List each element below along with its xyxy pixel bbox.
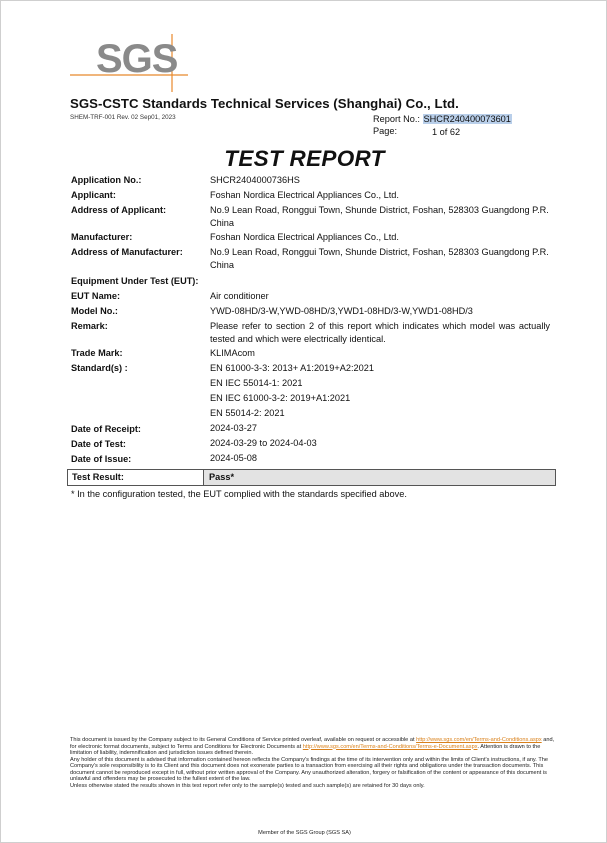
- remark-label: Remark:: [71, 321, 108, 331]
- standard-2: EN IEC 55014-1: 2021: [210, 378, 303, 388]
- footer-paragraph-3: Unless otherwise stated the results shown in this test report refer only to the sample(s) tested and such sample(s) are retained for 30 days only.: [70, 782, 425, 789]
- manufacturer-label: Manufacturer:: [71, 232, 133, 242]
- page-value: 1 of 62: [432, 127, 461, 137]
- sgs-logo: [70, 34, 190, 94]
- e-document-terms-link[interactable]: http://www.sgs.com/en/Terms-and-Conditions/Terms-e-Document.aspx: [302, 743, 478, 750]
- page-label: Page:: [373, 126, 398, 136]
- eut-heading: Equipment Under Test (EUT):: [71, 276, 199, 286]
- applicant-address-label: Address of Applicant:: [71, 205, 167, 215]
- model-no-label: Model No.:: [71, 306, 118, 316]
- trade-mark-label: Trade Mark:: [71, 348, 123, 358]
- date-test-label: Date of Test:: [71, 439, 126, 449]
- report-title: TEST REPORT: [224, 146, 385, 171]
- model-no-value: YWD-08HD/3-W,YWD-08HD/3,YWD1-08HD/3-W,YWD1-08HD/3: [210, 306, 473, 316]
- manufacturer-value: Foshan Nordica Electrical Appliances Co., Ltd.: [210, 232, 399, 242]
- test-result-value: Pass*: [204, 470, 555, 485]
- footer-p1-a: This document is issued by the Company subject to its General Conditions of Service printed overleaf, available on request or accessible at: [70, 737, 415, 743]
- date-issue-label: Date of Issue:: [71, 454, 132, 464]
- report-no-label: Report No.:: [373, 114, 420, 124]
- date-test-value: 2024-03-29 to 2024-04-03: [210, 438, 317, 448]
- footer-p1-b: and, for electronic format documents, subject to Terms and Conditions for Electronic Documents at: [70, 737, 555, 750]
- page-number: [373, 126, 461, 137]
- footer-paragraph-2: Any holder of this document is advised that information contained hereon reflects the Company's findings at the time of its intervention only and within the limits of Client's instructions, if any. The Company's sole responsibility is to its Client and this document does not exonerate parties to a transaction from exercising all their rights and obligations under the transaction documents. This document cannot be reproduced except in full, without prior written approval of the Company. Any unauthorized alteration, forgery or falsification of the content or appearance of this document is unlawful and offenders may be prosecuted to the fullest extent of the law.: [70, 756, 548, 782]
- report-number: [373, 114, 512, 124]
- eut-name-value: Air conditioner: [210, 291, 269, 301]
- trade-mark-value: KLIMAcom: [210, 348, 255, 358]
- applicant-value: Foshan Nordica Electrical Appliances Co., Ltd.: [210, 190, 399, 200]
- test-result-box: [67, 469, 556, 486]
- svg-text:SGS: SGS: [96, 37, 178, 81]
- manufacturer-address-label: Address of Manufacturer:: [71, 247, 183, 257]
- date-receipt-value: 2024-03-27: [210, 423, 257, 433]
- company-name: SGS-CSTC Standards Technical Services (Shanghai) Co., Ltd.: [70, 96, 459, 111]
- applicant-address-value: No.9 Lean Road, Ronggui Town, Shunde District, Foshan, 528303 Guangdong P.R. China: [210, 205, 549, 228]
- eut-name-label: EUT Name:: [71, 291, 121, 301]
- sgs-group-member: Member of the SGS Group (SGS SA): [258, 830, 351, 836]
- standard-4: EN 55014-2: 2021: [210, 408, 285, 418]
- footer-paragraph-1: [70, 737, 557, 757]
- date-receipt-label: Date of Receipt:: [71, 424, 141, 434]
- standards-label: Standard(s) :: [71, 363, 128, 373]
- compliance-note: * In the configuration tested, the EUT complied with the standards specified above.: [71, 489, 407, 499]
- remark-value: Please refer to section 2 of this report which indicates which model was actually tested and which were electrically identical.: [210, 321, 550, 344]
- terms-conditions-link[interactable]: http://www.sgs.com/en/Terms-and-Conditions.aspx: [416, 737, 542, 743]
- report-no-value: SHCR240400073601: [423, 114, 511, 124]
- application-no-label: Application No.:: [71, 175, 142, 185]
- date-issue-value: 2024-05-08: [210, 453, 257, 463]
- form-id: SHEM-TRF-001 Rev. 02 Sep01, 2023: [70, 114, 176, 121]
- applicant-label: Applicant:: [71, 190, 116, 200]
- standard-3: EN IEC 61000-3-2: 2019+A1:2021: [210, 393, 351, 403]
- standard-1: EN 61000-3-3: 2013+ A1:2019+A2:2021: [210, 363, 374, 373]
- application-no-value: SHCR2404000736HS: [210, 175, 300, 185]
- footer-p1-c: . Attention is drawn to the limitation of liability, indemnification and jurisdiction issues defined therein.: [70, 743, 541, 756]
- legal-footer: [70, 737, 557, 789]
- test-result-label: Test Result:: [68, 470, 204, 485]
- manufacturer-address-value: No.9 Lean Road, Ronggui Town, Shunde District, Foshan, 528303 Guangdong P.R. China: [210, 247, 549, 270]
